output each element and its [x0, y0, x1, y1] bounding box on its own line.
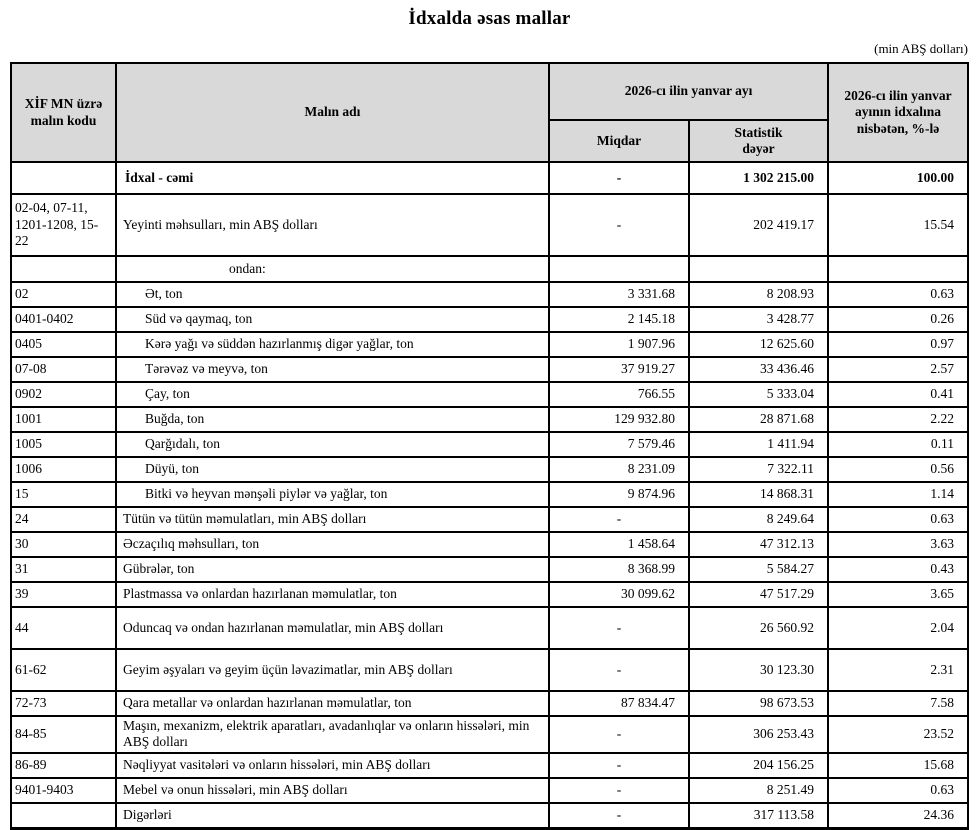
table-row	[11, 382, 968, 407]
row-code-cell: 84-85	[11, 716, 116, 753]
row-code-cell: 1001	[11, 407, 116, 432]
row-share-cell: 3.65	[828, 582, 968, 607]
row-code-cell: 0902	[11, 382, 116, 407]
row-value-cell: 8 249.64	[689, 507, 828, 532]
row-quantity-cell: 8 231.09	[549, 457, 689, 482]
row-quantity-cell: -	[549, 753, 689, 778]
row-name-cell: Digərləri	[116, 803, 549, 829]
row-value-cell: 7 322.11	[689, 457, 828, 482]
header-quantity	[549, 120, 689, 162]
row-quantity-cell: 1 907.96	[549, 332, 689, 357]
row-code-cell	[11, 162, 116, 194]
row-name-cell: ondan:	[116, 256, 549, 282]
header-share	[828, 63, 968, 162]
header-quantity-label: Miqdar	[596, 132, 642, 148]
row-value-cell: 12 625.60	[689, 332, 828, 357]
table-row	[11, 457, 968, 482]
table-row	[11, 803, 968, 829]
header-code	[11, 63, 116, 162]
table-row	[11, 582, 968, 607]
header-period-label: 2026-cı ilin yanvar ayı	[624, 83, 753, 99]
header-code-label: XİF MN üzrə malın kodu	[24, 96, 103, 128]
row-value-cell: 306 253.43	[689, 716, 828, 753]
row-share-cell: 0.41	[828, 382, 968, 407]
row-share-cell: 3.63	[828, 532, 968, 557]
row-value-cell: 98 673.53	[689, 691, 828, 716]
row-name-cell: Gübrələr, ton	[116, 557, 549, 582]
row-name-cell: Qara metallar və onlardan hazırlanan məmulatlar, ton	[116, 691, 549, 716]
row-share-cell: 0.26	[828, 307, 968, 332]
row-quantity-cell: -	[549, 507, 689, 532]
row-share-cell: 0.63	[828, 778, 968, 803]
row-value-cell: 202 419.17	[689, 194, 828, 256]
row-name-cell: Buğda, ton	[116, 407, 549, 432]
table-row	[11, 194, 968, 256]
row-value-cell: 1 411.94	[689, 432, 828, 457]
row-name-cell: Bitki və heyvan mənşəli piylər və yağlar, ton	[116, 482, 549, 507]
row-code-cell	[11, 803, 116, 829]
row-code-cell: 30	[11, 532, 116, 557]
row-name-cell: Süd və qaymaq, ton	[116, 307, 549, 332]
table-row	[11, 691, 968, 716]
row-share-cell: 2.22	[828, 407, 968, 432]
table-row	[11, 282, 968, 307]
row-code-cell: 02	[11, 282, 116, 307]
table-header	[11, 63, 968, 162]
row-value-cell: 47 517.29	[689, 582, 828, 607]
row-name-cell: Maşın, mexanizm, elektrik aparatları, avadanlıqlar və onların hissələri, min ABŞ dolları	[116, 716, 549, 753]
row-value-cell	[689, 256, 828, 282]
row-code-cell: 0405	[11, 332, 116, 357]
row-code-cell: 9401-9403	[11, 778, 116, 803]
table-row	[11, 332, 968, 357]
row-code-cell: 24	[11, 507, 116, 532]
row-value-cell: 317 113.58	[689, 803, 828, 829]
row-share-cell: 2.04	[828, 607, 968, 649]
row-quantity-cell: 30 099.62	[549, 582, 689, 607]
row-code-cell	[11, 256, 116, 282]
header-period	[549, 63, 828, 120]
row-share-cell: 0.43	[828, 557, 968, 582]
row-code-cell: 44	[11, 607, 116, 649]
row-value-cell: 47 312.13	[689, 532, 828, 557]
table-row	[11, 532, 968, 557]
table-row	[11, 357, 968, 382]
header-name	[116, 63, 549, 162]
table-row	[11, 778, 968, 803]
row-share-cell: 0.97	[828, 332, 968, 357]
page-title: İdxalda əsas mallar	[408, 8, 571, 29]
row-quantity-cell: 3 331.68	[549, 282, 689, 307]
row-quantity-cell: -	[549, 162, 689, 194]
row-name-cell: Qarğıdalı, ton	[116, 432, 549, 457]
row-code-cell: 72-73	[11, 691, 116, 716]
row-name-cell: Oduncaq və ondan hazırlanan məmulatlar, min ABŞ dolları	[116, 607, 549, 649]
header-name-label: Malın adı	[304, 104, 361, 120]
row-name-cell: Tərəvəz və meyvə, ton	[116, 357, 549, 382]
table-row	[11, 753, 968, 778]
row-quantity-cell: -	[549, 716, 689, 753]
row-code-cell: 15	[11, 482, 116, 507]
row-share-cell: 0.11	[828, 432, 968, 457]
row-code-cell: 31	[11, 557, 116, 582]
header-stat-value	[689, 120, 828, 162]
imports-table	[10, 62, 969, 830]
row-share-cell: 1.14	[828, 482, 968, 507]
row-code-cell: 02-04, 07-11, 1201-1208, 15-22	[11, 194, 116, 256]
header-row-top	[11, 63, 968, 120]
row-value-cell: 5 333.04	[689, 382, 828, 407]
row-name-cell: Əczaçılıq məhsulları, ton	[116, 532, 549, 557]
row-name-cell: Tütün və tütün məmulatları, min ABŞ dolları	[116, 507, 549, 532]
table-row	[11, 432, 968, 457]
row-share-cell: 23.52	[828, 716, 968, 753]
row-code-cell: 86-89	[11, 753, 116, 778]
header-stat-value-label: Statistik dəyər	[734, 124, 783, 156]
row-name-cell: Mebel və onun hissələri, min ABŞ dolları	[116, 778, 549, 803]
row-value-cell: 28 871.68	[689, 407, 828, 432]
row-value-cell: 1 302 215.00	[689, 162, 828, 194]
row-code-cell: 0401-0402	[11, 307, 116, 332]
header-share-label: 2026-cı ilin yanvar ayının idxalına nisbətən, %-lə	[844, 87, 952, 136]
row-code-cell: 1005	[11, 432, 116, 457]
row-quantity-cell: 1 458.64	[549, 532, 689, 557]
row-name-cell: Yeyinti məhsulları, min ABŞ dolları	[116, 194, 549, 256]
row-value-cell: 33 436.46	[689, 357, 828, 382]
row-quantity-cell: 766.55	[549, 382, 689, 407]
row-share-cell: 100.00	[828, 162, 968, 194]
table-row	[11, 507, 968, 532]
row-quantity-cell	[549, 256, 689, 282]
row-value-cell: 26 560.92	[689, 607, 828, 649]
table-row	[11, 482, 968, 507]
row-quantity-cell: 8 368.99	[549, 557, 689, 582]
table-row	[11, 716, 968, 753]
row-code-cell: 1006	[11, 457, 116, 482]
row-name-cell: İdxal - cəmi	[116, 162, 549, 194]
table-body	[11, 162, 968, 828]
table-row	[11, 557, 968, 582]
row-value-cell: 8 251.49	[689, 778, 828, 803]
row-share-cell: 2.57	[828, 357, 968, 382]
table-row	[11, 607, 968, 649]
row-value-cell: 5 584.27	[689, 557, 828, 582]
row-code-cell: 61-62	[11, 649, 116, 691]
row-name-cell: Geyim əşyaları və geyim üçün ləvazimatlar, min ABŞ dolları	[116, 649, 549, 691]
row-share-cell: 0.63	[828, 507, 968, 532]
row-code-cell: 07-08	[11, 357, 116, 382]
row-share-cell: 15.54	[828, 194, 968, 256]
row-value-cell: 204 156.25	[689, 753, 828, 778]
table-row	[11, 256, 968, 282]
row-quantity-cell: -	[549, 803, 689, 829]
table-row	[11, 407, 968, 432]
row-name-cell: Kərə yağı və süddən hazırlanmış digər yağlar, ton	[116, 332, 549, 357]
row-name-cell: Ət, ton	[116, 282, 549, 307]
row-value-cell: 30 123.30	[689, 649, 828, 691]
row-name-cell: Plastmassa və onlardan hazırlanan məmulatlar, ton	[116, 582, 549, 607]
row-quantity-cell: 9 874.96	[549, 482, 689, 507]
row-name-cell: Nəqliyyat vasitələri və onların hissələri, min ABŞ dolları	[116, 753, 549, 778]
row-value-cell: 14 868.31	[689, 482, 828, 507]
row-quantity-cell: 129 932.80	[549, 407, 689, 432]
row-value-cell: 3 428.77	[689, 307, 828, 332]
row-quantity-cell: -	[549, 778, 689, 803]
table-row	[11, 162, 968, 194]
row-code-cell: 39	[11, 582, 116, 607]
table-row	[11, 307, 968, 332]
row-share-cell: 0.63	[828, 282, 968, 307]
row-share-cell: 0.56	[828, 457, 968, 482]
row-quantity-cell: 87 834.47	[549, 691, 689, 716]
table-row	[11, 649, 968, 691]
row-quantity-cell: 7 579.46	[549, 432, 689, 457]
row-share-cell	[828, 256, 968, 282]
row-quantity-cell: 37 919.27	[549, 357, 689, 382]
row-quantity-cell: -	[549, 607, 689, 649]
row-share-cell: 2.31	[828, 649, 968, 691]
row-share-cell: 24.36	[828, 803, 968, 829]
unit-note: (min ABŞ dolları)	[874, 41, 968, 56]
row-share-cell: 15.68	[828, 753, 968, 778]
row-quantity-cell: -	[549, 194, 689, 256]
row-share-cell: 7.58	[828, 691, 968, 716]
row-quantity-cell: -	[549, 649, 689, 691]
row-name-cell: Düyü, ton	[116, 457, 549, 482]
row-value-cell: 8 208.93	[689, 282, 828, 307]
row-quantity-cell: 2 145.18	[549, 307, 689, 332]
row-name-cell: Çay, ton	[116, 382, 549, 407]
